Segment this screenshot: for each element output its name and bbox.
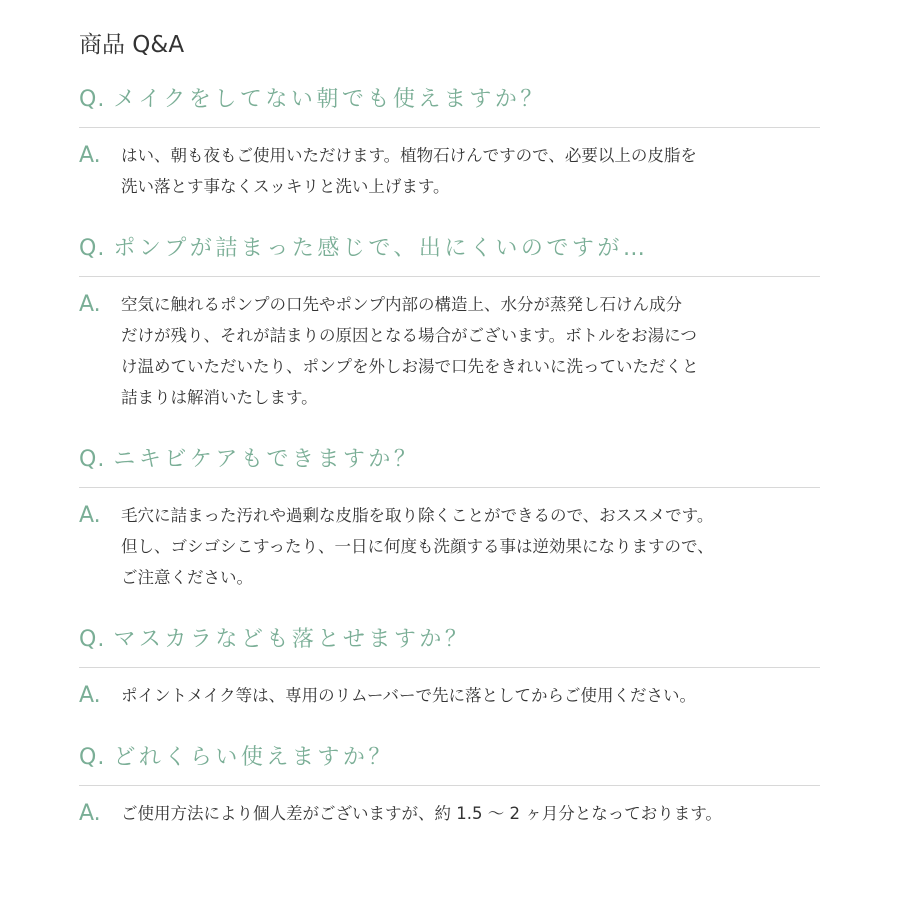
question <box>79 620 820 668</box>
qa-item <box>79 620 820 711</box>
answer-text <box>121 680 696 711</box>
question-text: ニキビケアもできますか？ <box>113 447 420 472</box>
question <box>79 440 820 488</box>
answer <box>79 289 820 413</box>
answer-text <box>121 798 722 829</box>
answer-line: け温めていただいたり、ポンプを外しお湯で口先をきれいに洗っていただくと <box>121 357 699 376</box>
qa-item <box>79 229 820 413</box>
question-text: マスカラなども落とせますか？ <box>113 627 471 652</box>
question <box>79 229 820 277</box>
answer <box>79 140 820 202</box>
section-title: 商品 Q&A <box>79 32 185 58</box>
answer-line: 空気に触れるポンプの口先やポンプ内部の構造上、水分が蒸発し石けん成分 <box>121 295 682 314</box>
answer-line: 詰まりは解消いたします。 <box>121 388 318 407</box>
a-mark: A. <box>79 683 101 708</box>
answer <box>79 680 820 711</box>
answer-line: ポイントメイク等は、専用のリムーバーで先に落としてからご使用ください。 <box>121 686 697 705</box>
answer-line: はい、朝も夜もご使用いただけます。植物石けんですので、必要以上の皮脂を <box>121 146 697 165</box>
answer-line: 洗い落とす事なくスッキリと洗い上げます。 <box>121 177 450 196</box>
q-mark: Q. <box>79 87 106 112</box>
question-text: どれくらい使えますか？ <box>113 745 394 770</box>
question-text: ポンプが詰まった感じで、出にくいのですが… <box>113 236 649 261</box>
answer <box>79 798 820 829</box>
qa-item <box>79 440 820 593</box>
qa-section <box>79 25 820 829</box>
answer-text <box>121 500 714 593</box>
q-mark: Q. <box>79 236 106 261</box>
answer-line: だけが残り、それが詰まりの原因となる場合がございます。ボトルをお湯につ <box>121 326 697 345</box>
q-mark: Q. <box>79 447 106 472</box>
answer <box>79 500 820 593</box>
question-text: メイクをしてない朝でも使えますか？ <box>113 87 546 112</box>
answer-line: ご使用方法により個人差がございますが、約 1.5 ～ 2 ヶ月分となっております。 <box>121 804 722 823</box>
answer-line: 但し、ゴシゴシこすったり、一日に何度も洗顔する事は逆効果になりますので、 <box>121 537 714 556</box>
q-mark: Q. <box>79 745 106 770</box>
qa-item <box>79 738 820 829</box>
answer-line: 毛穴に詰まった汚れや過剰な皮脂を取り除くことができるので、おススメです。 <box>121 506 714 525</box>
question <box>79 738 820 786</box>
qa-list <box>79 80 820 829</box>
answer-text <box>121 289 699 413</box>
a-mark: A. <box>79 503 101 528</box>
a-mark: A. <box>79 143 101 168</box>
answer-text <box>121 140 697 202</box>
a-mark: A. <box>79 292 101 317</box>
q-mark: Q. <box>79 627 106 652</box>
question <box>79 80 820 128</box>
a-mark: A. <box>79 801 101 826</box>
qa-item <box>79 80 820 202</box>
answer-line: ご注意ください。 <box>121 568 253 587</box>
